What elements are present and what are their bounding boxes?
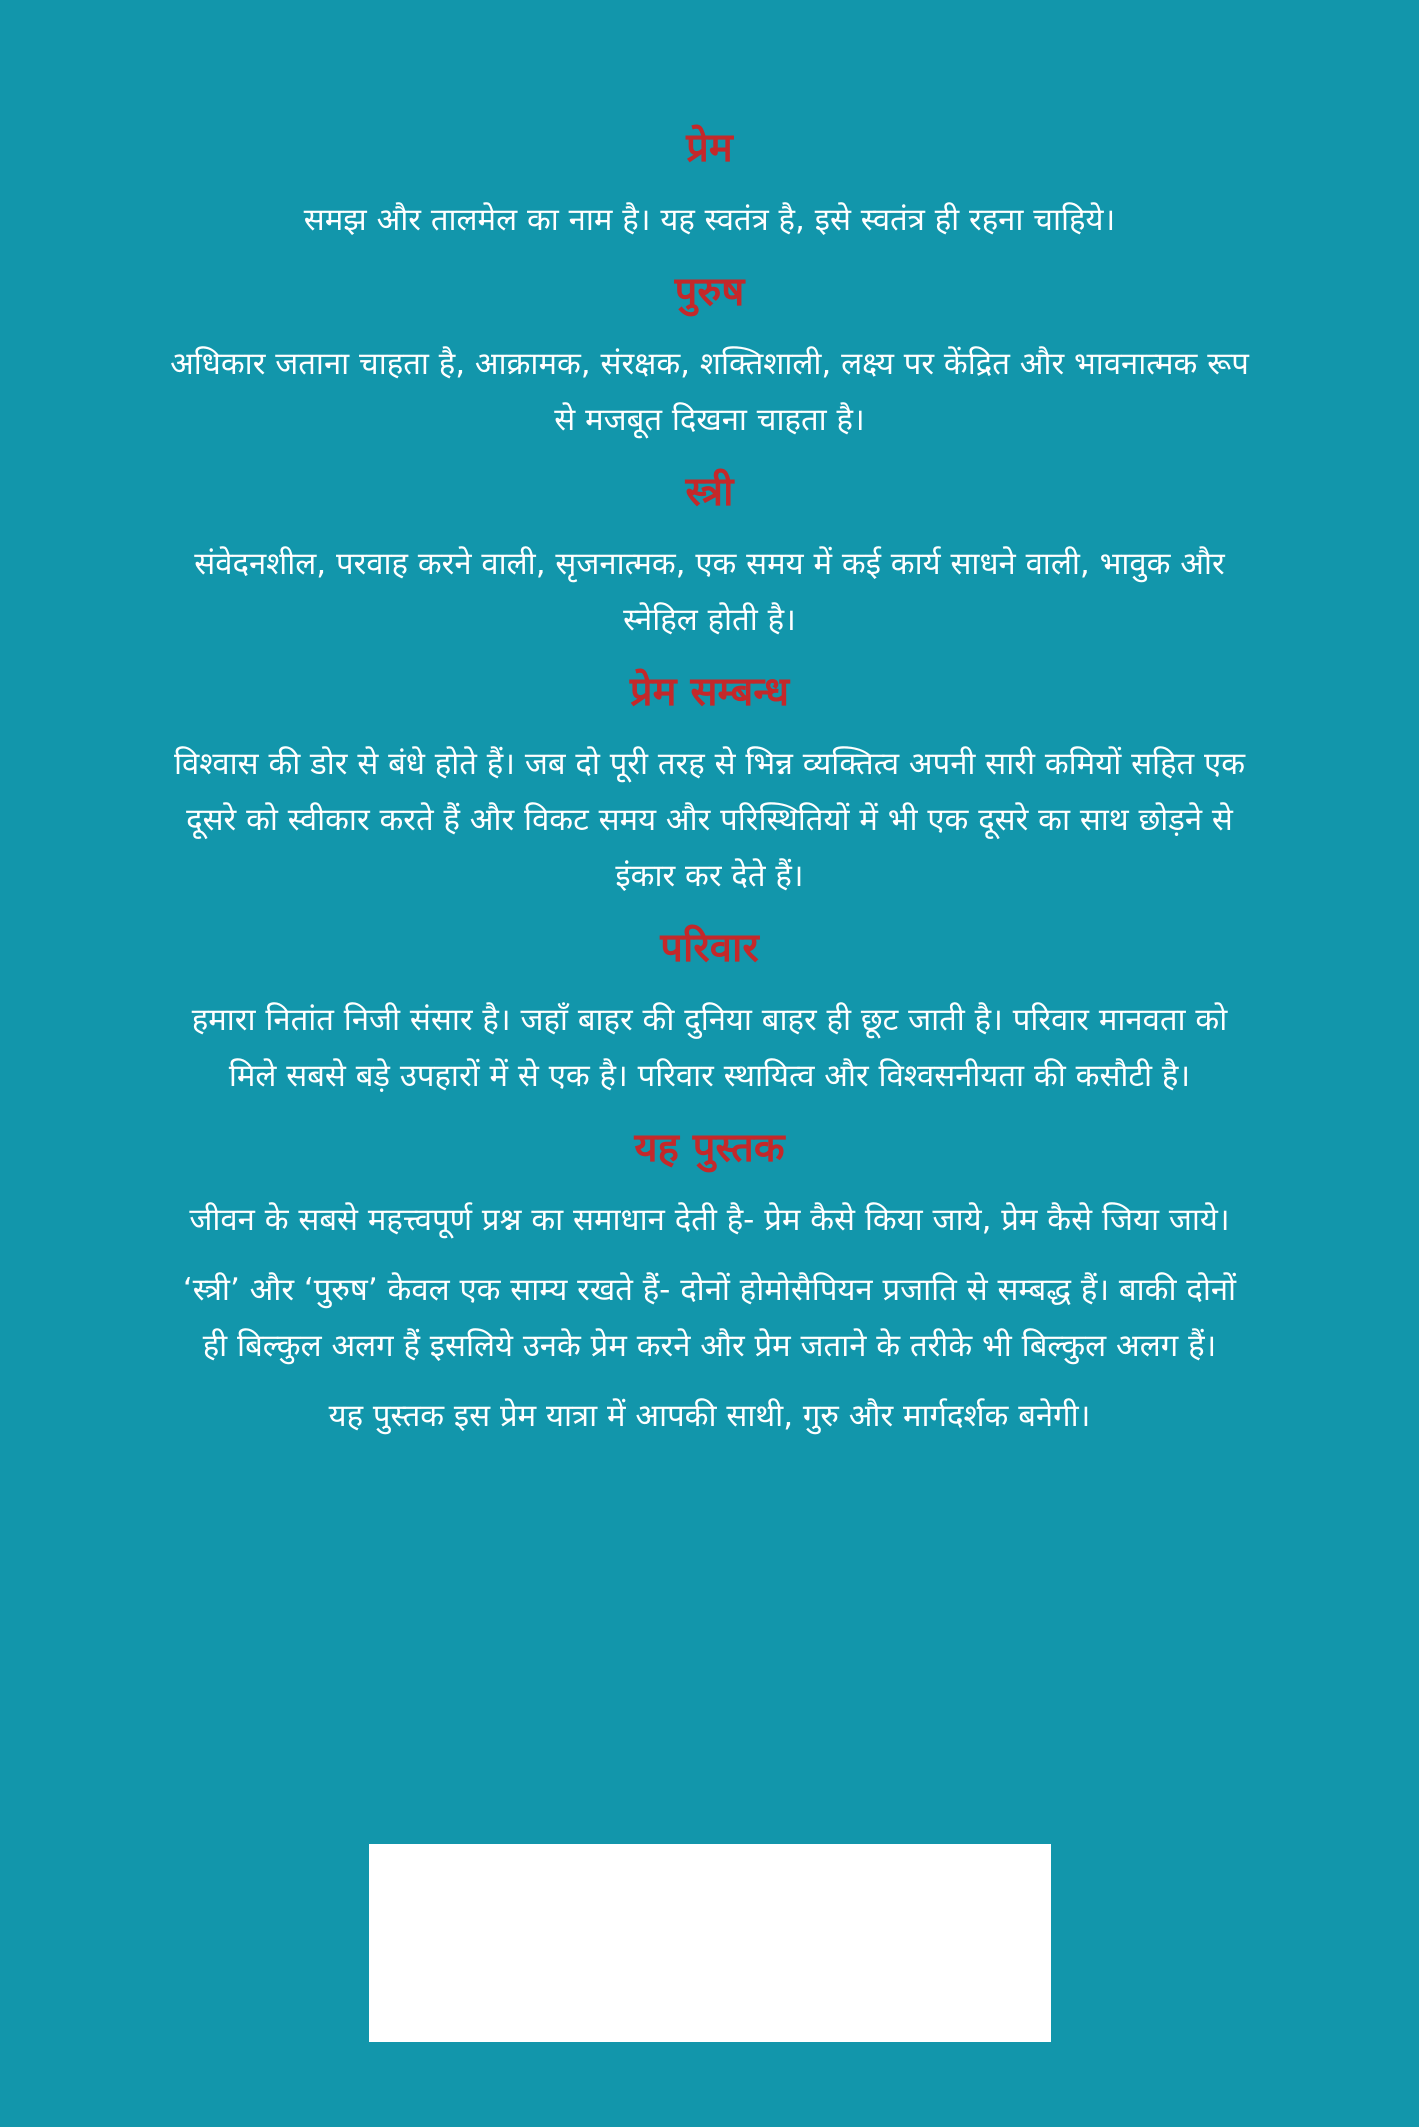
section-paragraph: हमारा नितांत निजी संसार है। जहाँ बाहर की दुनिया बाहर ही छूट जाती है। परिवार मानवता को मिले सबसे बड़े उपहारों में से एक है। परिवार स्थायित्व और विश्वसनीयता की कसौटी है।: [191, 1002, 1228, 1094]
section-paragraph: संवेदनशील, परवाह करने वाली, सृजनात्मक, एक समय में कई कार्य साधने वाली, भावुक और स्नेहिल होती है।: [194, 546, 1225, 638]
section-yah-pustak: [170, 1118, 1249, 1444]
section-paragraph: यह पुस्तक इस प्रेम यात्रा में आपकी साथी, गुरु और मार्गदर्शक बनेगी।: [328, 1398, 1091, 1434]
section-heading: परिवार: [660, 925, 759, 971]
section-heading: पुरुष: [674, 269, 745, 315]
section-prem-sambandh: [170, 662, 1249, 904]
section-heading: स्त्री: [685, 469, 734, 515]
section-heading: प्रेम: [686, 125, 733, 171]
section-parivar: [170, 918, 1249, 1104]
section-stri: [170, 462, 1249, 648]
section-purush: [170, 262, 1249, 448]
section-paragraph: ‘स्त्री’ और ‘पुरुष’ केवल एक साम्य रखते हैं- दोनों होमोसैपियन प्रजाति से सम्बद्ध हैं। बाकी दोनों ही बिल्कुल अलग हैं इसलिये उनके प्रेम करने और प्रेम जताने के तरीके भी बिल्कुल अलग हैं।: [182, 1272, 1237, 1364]
section-prem: [170, 118, 1249, 248]
section-paragraph: विश्वास की डोर से बंधे होते हैं। जब दो पूरी तरह से भिन्न व्यक्तित्व अपनी सारी कमियों सहित एक दूसरे को स्वीकार करते हैं और विकट समय और परिस्थितियों में भी एक दूसरे का साथ छोड़ने से इंकार कर देते हैं।: [173, 746, 1246, 894]
section-heading: प्रेम सम्बन्ध: [629, 669, 790, 715]
section-heading: यह पुस्तक: [634, 1125, 785, 1171]
section-paragraph: समझ और तालमेल का नाम है। यह स्वतंत्र है, इसे स्वतंत्र ही रहना चाहिये।: [303, 202, 1116, 238]
section-paragraph: जीवन के सबसे महत्त्वपूर्ण प्रश्न का समाधान देती है- प्रेम कैसे किया जाये, प्रेम कैसे जिया जाये।: [189, 1202, 1230, 1238]
section-paragraph: अधिकार जताना चाहता है, आक्रामक, संरक्षक, शक्तिशाली, लक्ष्य पर केंद्रित और भावनात्मक रूप से मजबूत दिखना चाहता है।: [170, 346, 1249, 438]
cover-text: [170, 118, 1249, 1458]
barcode-placeholder: [369, 1844, 1051, 2042]
